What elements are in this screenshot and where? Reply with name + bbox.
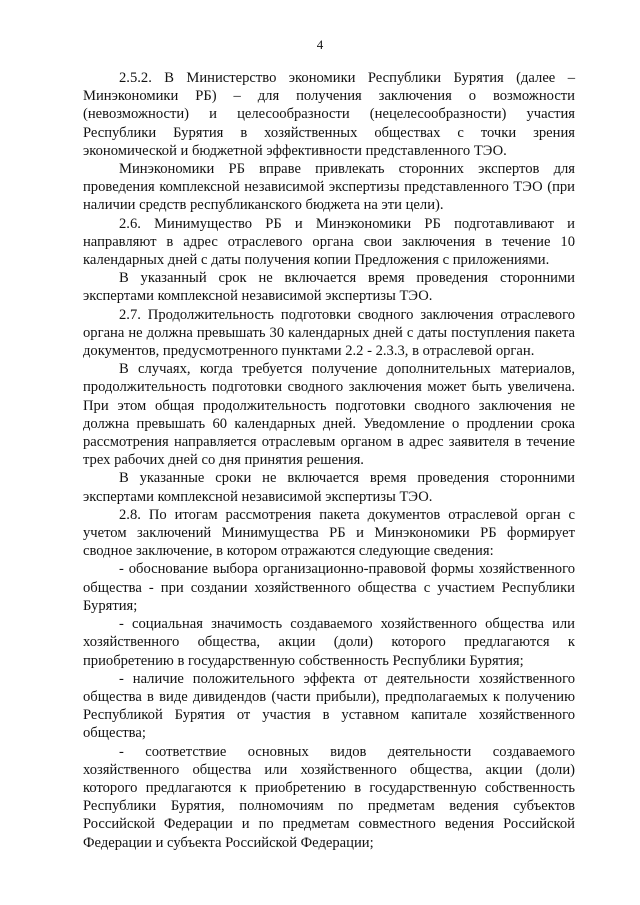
paragraph-extension: В случаях, когда требуется получение дополнительных материалов, продолжительность подготовки сводного заключения может быть увеличена. При этом общая продолжительность подготовки сводного заключения не должна превышать 60 календарных дней. Уведомление о продлении срока рассмотрения направляется отраслевым органом в адрес заявителя в течение трех рабочих дней со дня принятия решения. [83, 361, 575, 469]
paragraph-experts-right: Минэкономики РБ вправе привлекать сторонних экспертов для проведения комплексной независимой экспертизы представленного ТЭО (при наличии средств республиканского бюджета на эти цели). [83, 161, 575, 214]
paragraph-2-5-2: 2.5.2. В Министерство экономики Республики Бурятия (далее – Минэкономики РБ) – для получения заключения о возможности (невозможности) и целесообразности (нецелесообразности) участия Республики Бурятия в хозяйственных обществах с точки зрения экономической и бюджетной эффективности представленного ТЭО. [83, 70, 575, 159]
paragraph-term-exclusion: В указанный срок не включается время проведения сторонними экспертами комплексной независимой экспертизы ТЭО. [83, 270, 575, 305]
document-body [83, 69, 575, 852]
page-number: 4 [316, 37, 324, 52]
list-item-positive-effect: - наличие положительного эффекта от деятельности хозяйственного общества в виде дивидендов (части прибыли), предполагаемых к получению Республикой Бурятия от участия в уставном капитале хозяйственного общества; [83, 670, 575, 742]
paragraph-2-6: 2.6. Минимущество РБ и Минэкономики РБ подготавливают и направляют в адрес отраслевого органа свои заключения в течение 10 календарных дней с даты получения копии Предложения с приложениями. [83, 215, 575, 269]
list-item-activity-compliance: - соответствие основных видов деятельности создаваемого хозяйственного общества или хозяйственного общества, акции (доли) которого предлагаются к приобретению в государственную собственность Республики Бурятия, полномочиям по предметам ведения субъектов Российской Федерации и по предметам совместного ведения Российской Федерации и субъекта Российской Федерации; [83, 743, 575, 851]
paragraph-2-7: 2.7. Продолжительность подготовки сводного заключения отраслевого органа не должна превышать 30 календарных дней с даты поступления пакета документов, предусмотренного пунктами 2.2 - 2.3.3, в отраслевой орган. [83, 306, 575, 360]
paragraph-terms-exclusion: В указанные сроки не включается время проведения сторонними экспертами комплексной независимой экспертизы ТЭО. [83, 470, 575, 505]
paragraph-2-8: 2.8. По итогам рассмотрения пакета документов отраслевой орган с учетом заключений Минимущества РБ и Минэкономики РБ формирует сводное заключение, в котором отражаются следующие сведения: [83, 506, 575, 560]
list-item-legal-form: - обоснование выбора организационно-правовой формы хозяйственного общества - при создании хозяйственного общества с участием Республики Бурятия; [83, 561, 575, 614]
list-item-social-significance: - социальная значимость создаваемого хозяйственного общества или хозяйственного общества, акции (доли) которого предлагаются к приобретению в государственную собственность Республики Бурятия; [83, 616, 575, 669]
